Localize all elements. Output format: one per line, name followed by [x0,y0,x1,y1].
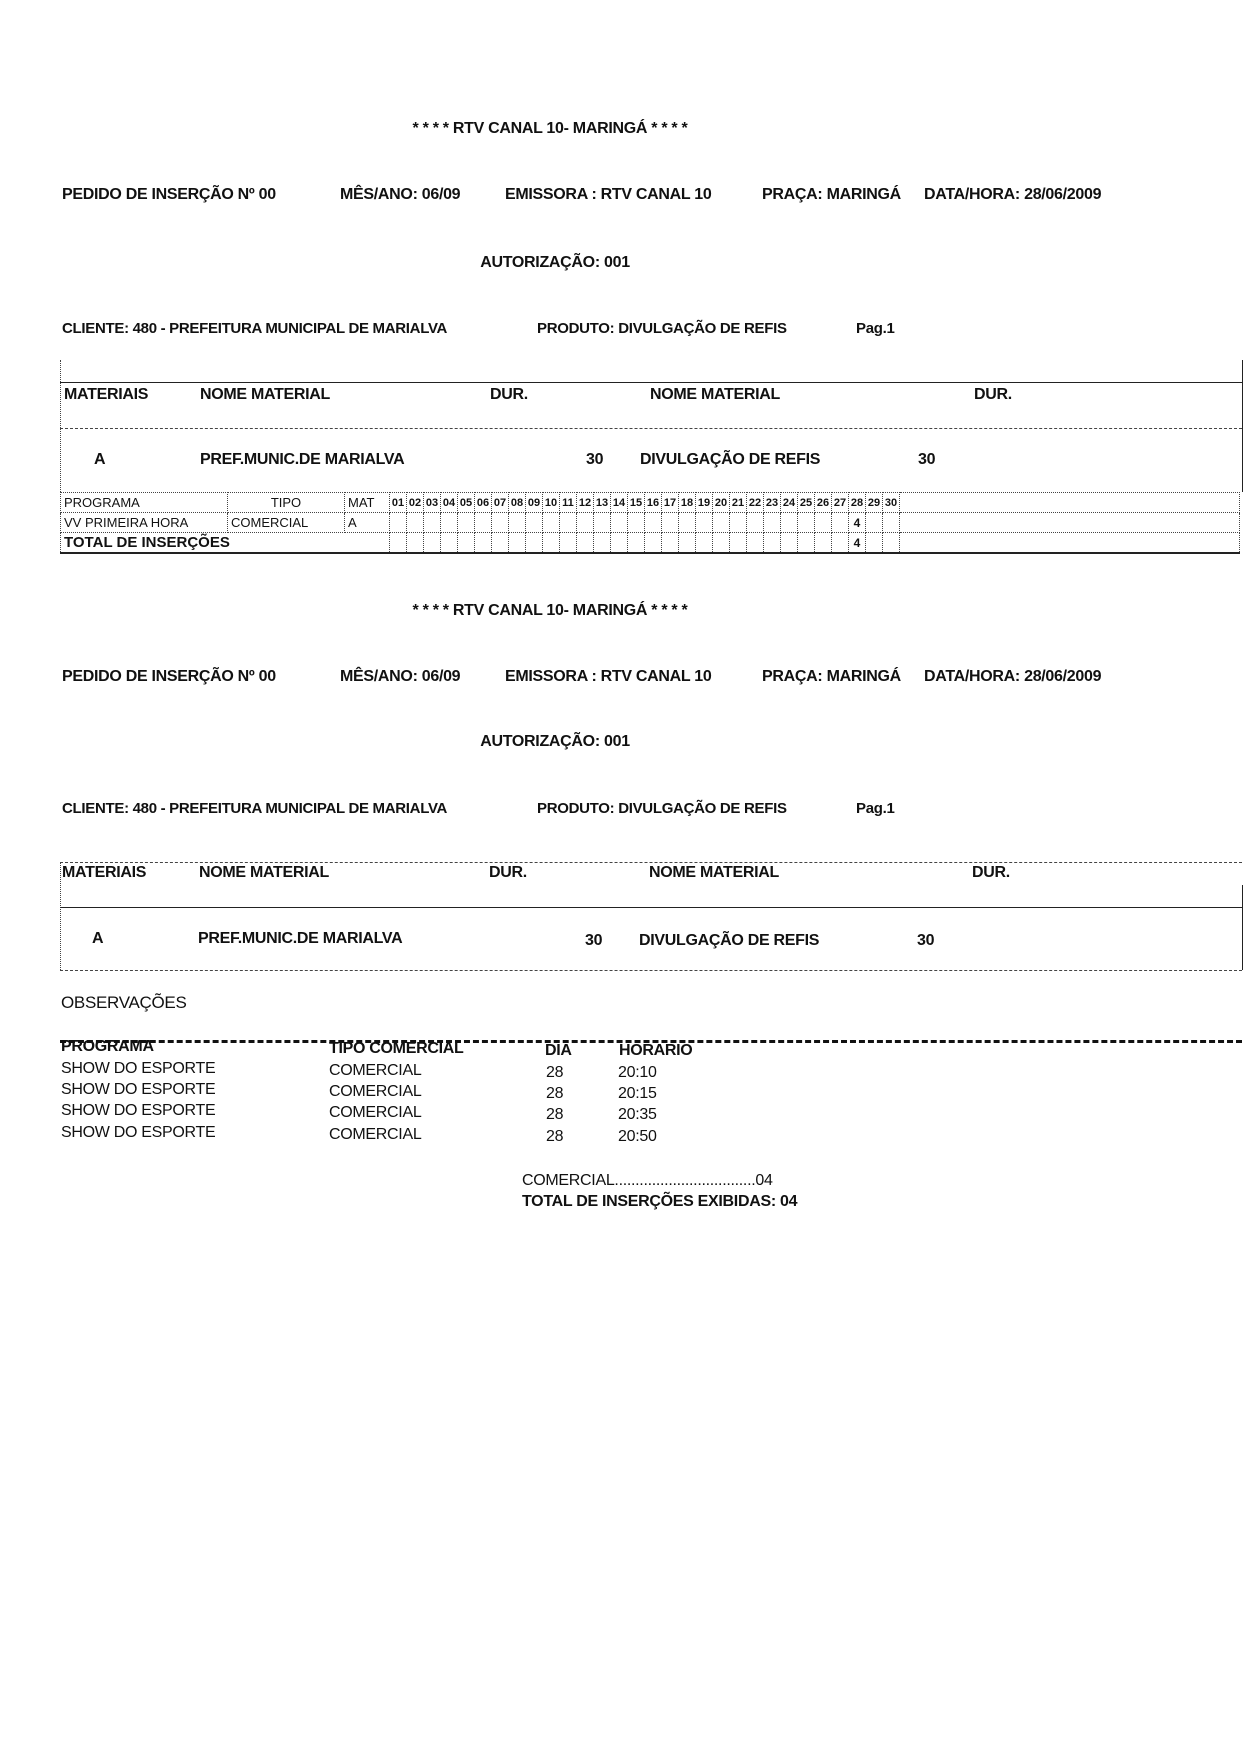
day-header: 27 [832,493,849,513]
obs-row-horario: 20:35 [618,1106,657,1123]
schedule-col-programa: PROGRAMA [61,493,228,513]
block1-pedido: PEDIDO DE INSERÇÃO Nº 00 [62,186,276,203]
block2-cliente: CLIENTE: 480 - PREFEITURA MUNICIPAL DE MARIALVA [62,800,448,817]
day-header: 12 [577,493,594,513]
day-header: 26 [815,493,832,513]
block2-pagina: Pag.1 [856,800,895,817]
day-header: 25 [798,493,815,513]
obs-col-horario: HORARIO [619,1042,693,1059]
block2-col-dur1: DUR. [489,864,527,881]
block1-data-hora: DATA/HORA: 28/06/2009 [924,186,1102,203]
block1-autorizacao: AUTORIZAÇÃO: 001 [480,254,630,271]
day-header: 05 [458,493,475,513]
block2-produto: PRODUTO: DIVULGAÇÃO DE REFIS [537,800,787,817]
day-header: 02 [407,493,424,513]
block2-emissora: EMISSORA : RTV CANAL 10 [505,668,712,685]
schedule-row-count: 4 [849,513,866,533]
block1-col-nome2: NOME MATERIAL [650,386,781,403]
day-header: 30 [883,493,900,513]
schedule-col-tipo: TIPO [228,493,345,513]
schedule-data-row [61,513,1240,533]
obs-row-horario: 20:10 [618,1064,657,1081]
block1-material-nome1: PREF.MUNIC.DE MARIALVA [200,451,405,468]
obs-row-tipo: COMERCIAL [329,1126,422,1143]
block1-title: * * * * RTV CANAL 10- MARINGÁ * * * * [412,120,688,137]
block1-material-dur2: 30 [918,451,936,468]
obs-row-programa: SHOW DO ESPORTE [61,1124,216,1141]
summary-comercial: COMERCIAL..................................04 [522,1172,773,1189]
day-header: 23 [764,493,781,513]
block2-header-divider [60,907,1242,908]
obs-col-tipo: TIPO COMERCIAL [329,1040,464,1057]
day-header: 09 [526,493,543,513]
day-header: 04 [441,493,458,513]
day-header: 21 [730,493,747,513]
day-header: 22 [747,493,764,513]
schedule-total-row [61,533,1240,554]
day-header: 20 [713,493,730,513]
block2-col-nome2: NOME MATERIAL [649,864,780,881]
obs-row-tipo: COMERCIAL [329,1104,422,1121]
obs-col-dia: DIA [545,1042,572,1059]
block1-praca: PRAÇA: MARINGÁ [762,186,901,203]
day-header: 19 [696,493,713,513]
block2-col-nome1: NOME MATERIAL [199,864,330,881]
block1-emissora: EMISSORA : RTV CANAL 10 [505,186,712,203]
block1-box-right [1242,360,1243,492]
day-header: 01 [390,493,407,513]
block1-box-top [60,382,1242,383]
block1-mes-ano: MÊS/ANO: 06/09 [340,186,461,203]
schedule-row-mat: A [345,513,390,533]
day-header: 10 [543,493,560,513]
day-header: 03 [424,493,441,513]
obs-row-tipo: COMERCIAL [329,1062,422,1079]
obs-row-dia: 28 [546,1128,564,1145]
block2-box-top [60,862,1242,863]
block2-material-dur1: 30 [585,932,603,949]
schedule-total-label: TOTAL DE INSERÇÕES [61,533,390,554]
block2-material-nome2: DIVULGAÇÃO DE REFIS [639,932,820,949]
block1-produto: PRODUTO: DIVULGAÇÃO DE REFIS [537,320,787,337]
schedule-row-programa: VV PRIMEIRA HORA [61,513,228,533]
block1-col-dur2: DUR. [974,386,1012,403]
block1-col-nome1: NOME MATERIAL [200,386,331,403]
day-header: 07 [492,493,509,513]
obs-row-dia: 28 [546,1064,564,1081]
block2-box-bottom [60,970,1242,971]
day-header-spacer [900,493,1240,513]
block2-data-hora: DATA/HORA: 28/06/2009 [924,668,1102,685]
obs-col-programa: PROGRAMA [61,1038,154,1055]
day-header: 16 [645,493,662,513]
day-header: 13 [594,493,611,513]
observacoes-label: OBSERVAÇÕES [61,993,187,1012]
block2-mes-ano: MÊS/ANO: 06/09 [340,668,461,685]
block2-col-materiais: MATERIAIS [62,864,147,881]
obs-row-horario: 20:15 [618,1085,657,1102]
block2-autorizacao: AUTORIZAÇÃO: 001 [480,733,630,750]
obs-row-tipo: COMERCIAL [329,1083,422,1100]
day-header: 15 [628,493,645,513]
block1-cliente: CLIENTE: 480 - PREFEITURA MUNICIPAL DE MARIALVA [62,320,448,337]
day-header: 17 [662,493,679,513]
block1-col-dur1: DUR. [490,386,528,403]
block2-col-dur2: DUR. [972,864,1010,881]
block1-material-dur1: 30 [586,451,604,468]
block2-praca: PRAÇA: MARINGÁ [762,668,901,685]
day-header: 11 [560,493,577,513]
schedule-col-mat: MAT [345,493,390,513]
day-header: 08 [509,493,526,513]
block2-box-right [1242,885,1243,970]
schedule-grid [60,492,1240,554]
summary-total-exibidas: TOTAL DE INSERÇÕES EXIBIDAS: 04 [522,1193,798,1210]
block1-material-nome2: DIVULGAÇÃO DE REFIS [640,451,821,468]
block1-header-divider [60,428,1242,429]
day-header: 24 [781,493,798,513]
block1-material-code: A [94,451,106,468]
schedule-row-tipo: COMERCIAL [228,513,345,533]
block1-box-left [60,360,61,492]
day-header: 29 [866,493,883,513]
block2-material-code: A [92,930,104,947]
block2-pedido: PEDIDO DE INSERÇÃO Nº 00 [62,668,276,685]
obs-row-programa: SHOW DO ESPORTE [61,1060,216,1077]
obs-row-horario: 20:50 [618,1128,657,1145]
block1-col-materiais: MATERIAIS [64,386,149,403]
block1-pagina: Pag.1 [856,320,895,337]
obs-row-dia: 28 [546,1106,564,1123]
obs-row-programa: SHOW DO ESPORTE [61,1102,216,1119]
day-header: 28 [849,493,866,513]
block2-box-left [60,862,61,970]
schedule-total-count: 4 [849,533,866,554]
day-header: 06 [475,493,492,513]
schedule-header-row [61,493,1240,513]
day-header: 14 [611,493,628,513]
block2-material-nome1: PREF.MUNIC.DE MARIALVA [198,930,403,947]
obs-row-programa: SHOW DO ESPORTE [61,1081,216,1098]
block2-material-dur2: 30 [917,932,935,949]
block2-title: * * * * RTV CANAL 10- MARINGÁ * * * * [412,602,688,619]
obs-row-dia: 28 [546,1085,564,1102]
day-header: 18 [679,493,696,513]
